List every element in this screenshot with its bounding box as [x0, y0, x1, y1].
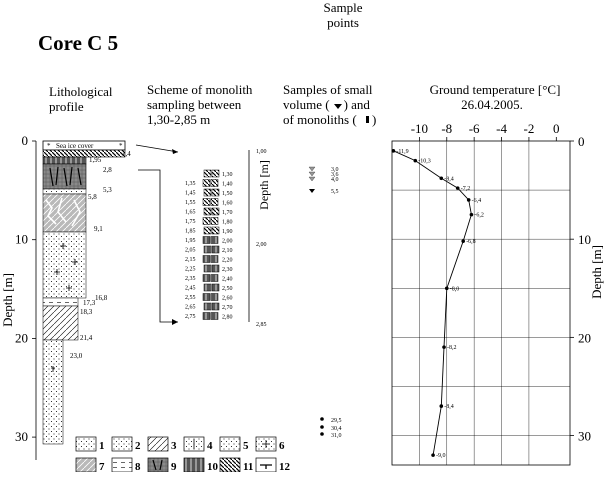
monolith-header-3: 1,30-2,85 m: [147, 112, 211, 127]
sample-points-label-1: Sample: [323, 0, 363, 15]
legend-swatch: [112, 437, 132, 451]
chart-x-tick-label: -8: [441, 121, 453, 136]
monolith-box: [203, 180, 210, 187]
monolith-right-label: 1,90: [222, 229, 233, 235]
litho-depth-ticks: [15, 133, 36, 444]
litho-mark-2: 1,95: [89, 156, 102, 164]
temperature-point-label: -11,9: [396, 148, 409, 155]
chart-y-tick-label: 10: [578, 232, 591, 248]
monolith-box: [211, 199, 218, 206]
monolith-box: [212, 265, 219, 272]
monolith-box: [204, 208, 211, 215]
connector-arrows: [136, 145, 178, 325]
monolith-box: [204, 303, 211, 310]
monolith-right-label: 2,20: [222, 257, 233, 264]
temperature-point-label: -8,4: [444, 404, 454, 411]
sample-marker-deep: [320, 432, 324, 436]
temperature-point: [467, 198, 471, 202]
legend-swatch: [184, 458, 204, 472]
monolith-box: [212, 208, 219, 215]
sea-ice-asterisk-left: *: [47, 142, 51, 150]
chart-subtitle: 26.04.2005.: [461, 97, 523, 112]
legend-items: [76, 437, 291, 472]
monolith-left-labels: [185, 181, 196, 320]
monolith-right-label: 1,50: [222, 191, 233, 197]
litho-mark-4: 5,8: [88, 193, 97, 201]
arrow-top: [136, 145, 178, 152]
monolith-box: [211, 237, 218, 244]
temperature-point-label: -6,8: [466, 239, 476, 246]
monolith-box: [203, 275, 210, 282]
sample-marker-deep: [320, 425, 324, 429]
monolith-box: [204, 189, 211, 196]
monolith-box: [204, 227, 211, 234]
sample-marker: [309, 172, 315, 176]
temperature-point-label: -9,0: [436, 453, 446, 460]
legend-label: 4: [207, 440, 213, 452]
monolith-sample-icon: [366, 116, 369, 123]
legend-swatch: [76, 458, 96, 472]
monolith-left-label: 1,95: [185, 238, 196, 244]
sample-label: 4,0: [331, 177, 339, 183]
monolith-left-label: 2,35: [185, 276, 196, 282]
monolith-tick-3: 2,85: [256, 322, 267, 328]
litho-header-2: profile: [49, 99, 84, 114]
temperature-series-line: [393, 148, 471, 455]
legend-label: 1: [99, 440, 105, 452]
legend-label: 7: [99, 461, 105, 472]
temperature-point-label: -6,4: [471, 197, 482, 204]
monolith-box: [203, 256, 210, 263]
legend-label: 2: [135, 440, 141, 452]
monolith-left-label: 2,55: [185, 295, 196, 301]
sample-label: 5,5: [331, 189, 339, 195]
monolith-box: [204, 170, 211, 177]
monolith-box: [212, 246, 219, 253]
legend-swatch: [220, 458, 240, 472]
monolith-box: [203, 237, 210, 244]
legend-label: 9: [171, 461, 177, 472]
sample-label-deep: 31,0: [331, 433, 342, 439]
monolith-box: [203, 294, 210, 301]
monolith-left-label: 1,45: [185, 190, 196, 197]
legend-label: 8: [135, 461, 141, 472]
sample-marker: [309, 167, 315, 171]
monolith-right-label: 1,40: [222, 181, 233, 188]
samples-header-2b: ) and: [343, 97, 370, 112]
monolith-box: [203, 199, 210, 206]
monolith-right-label: 1,80: [222, 219, 233, 226]
chart-grid: [392, 141, 570, 465]
temperature-point-label: -6,2: [474, 212, 484, 219]
legend-label: 3: [171, 440, 177, 452]
monolith-right-label: 2,70: [222, 305, 233, 311]
litho-mark-9: 18,3: [80, 308, 93, 316]
sample-label: 3,0: [331, 167, 339, 173]
sample-label-deep: 29,5: [331, 418, 342, 424]
layer-dark-silt: [43, 157, 86, 164]
monolith-right-labels: [222, 172, 233, 321]
monolith-box: [212, 284, 219, 291]
temperature-point: [442, 345, 446, 349]
monolith-box: [204, 265, 211, 272]
chart-x-tick-label: -4: [496, 121, 507, 136]
temperature-point: [445, 286, 449, 290]
litho-mark-3: 2,8: [103, 166, 112, 174]
litho-mark-11: 23,0: [70, 352, 83, 360]
temperature-point: [439, 404, 443, 408]
litho-mark-5: 5,3: [103, 186, 112, 194]
samples-header-1: Samples of small: [283, 82, 373, 97]
sample-label: 3,6: [331, 172, 339, 178]
monolith-left-label: 1,35: [185, 181, 196, 187]
legend-swatch: [220, 437, 240, 451]
layer-sand-3: [43, 340, 63, 444]
samples-header-3: of monoliths (: [283, 112, 357, 127]
temperature-point: [431, 453, 435, 457]
layer-clay: [43, 306, 78, 340]
monolith-box: [211, 313, 218, 320]
monolith-box: [212, 227, 219, 234]
monolith-left-label: 1,75: [185, 219, 196, 225]
temperature-point: [392, 149, 396, 153]
monolith-box: [212, 303, 219, 310]
legend: [76, 437, 291, 472]
samples-lower: [320, 417, 341, 439]
legend-label: 5: [243, 440, 249, 452]
samples-upper: [309, 167, 339, 195]
litho-mark-7: 16,8: [95, 294, 108, 302]
chart-y-tick-label: 20: [578, 330, 591, 346]
monolith-box: [211, 294, 218, 301]
monolith-close-paren: ): [372, 112, 377, 127]
sample-marker-deep: [320, 417, 324, 421]
monolith-right-label: 2,50: [222, 286, 233, 292]
litho-mark-8: 17,3: [83, 299, 96, 307]
sample-marker: [309, 177, 315, 181]
chart-frame: [392, 141, 570, 465]
chart-title: Ground temperature [°C]: [429, 82, 561, 97]
litho-tick-label: 20: [15, 330, 28, 346]
monolith-left-label: 1,55: [185, 200, 196, 206]
monolith-right-label: 1,70: [222, 210, 233, 216]
arrow-bottom-head: [172, 319, 178, 325]
chart-x-tick-label: -10: [410, 121, 429, 136]
temperature-point: [456, 186, 460, 190]
chart-x-tick-label: -6: [468, 121, 480, 136]
monolith-header-2: sampling between: [147, 97, 242, 112]
monolith-left-label: 2,65: [185, 304, 196, 311]
legend-swatch: [148, 437, 168, 451]
monolith-right-label: 2,60: [222, 295, 233, 302]
monolith-box: [212, 170, 219, 177]
legend-swatch: [112, 458, 132, 472]
legend-swatch: [76, 437, 96, 451]
legend-label: 11: [243, 461, 254, 472]
sample-points-label-2: points: [327, 15, 359, 30]
temperature-points: [392, 149, 484, 459]
monolith-depth-label: Depth [m]: [257, 160, 271, 210]
sea-ice-label: Sea ice cover: [56, 142, 94, 150]
chart-y-tick-label: 30: [578, 428, 591, 444]
temperature-point-label: -8,2: [447, 345, 457, 352]
samples-header-2a: volume (: [283, 97, 330, 112]
temperature-point: [413, 159, 417, 163]
figure-title: Core C 5: [38, 31, 119, 55]
monolith-box: [203, 313, 210, 320]
monolith-header-1: Scheme of monolith: [147, 82, 253, 97]
layer-laminated: [43, 298, 78, 306]
temperature-point-label: -7,2: [460, 186, 471, 193]
layer-sand-1: [43, 189, 86, 194]
chart-x-tick-label: 0: [553, 121, 560, 136]
temperature-point: [470, 213, 474, 217]
monolith-left-label: 2,75: [185, 314, 196, 320]
temperature-point-label: -10,3: [418, 158, 431, 165]
litho-depth-axis-label: Depth [m]: [0, 273, 15, 327]
small-volume-sample-icon: [334, 104, 342, 109]
chart-x-ticks: [411, 121, 560, 141]
layer-sand-2: [43, 232, 86, 298]
litho-tick-label: 30: [15, 429, 28, 445]
sample-marker: [309, 189, 315, 193]
temperature-chart: [392, 82, 604, 465]
chart-y-axis-label: Depth [m]: [589, 245, 604, 299]
monolith-box: [203, 218, 210, 225]
chart-y-ticks: [570, 134, 591, 444]
monolith-box: [211, 218, 218, 225]
monolith-left-label: 2,45: [185, 285, 196, 292]
temperature-point: [461, 239, 465, 243]
arrow-bottom: [138, 170, 178, 322]
monolith-box: [204, 284, 211, 291]
monolith-left-label: 2,05: [185, 247, 196, 254]
monolith-box: [212, 189, 219, 196]
monolith-right-label: 1,30: [222, 172, 233, 178]
chart-y-tick-label: 0: [578, 134, 585, 149]
monolith-right-label: 2,40: [222, 276, 233, 283]
sea-ice-asterisk-right: *: [119, 142, 123, 150]
monolith-right-label: 1,60: [222, 200, 233, 207]
monolith-right-label: 2,30: [222, 267, 233, 273]
monolith-box: [211, 275, 218, 282]
monolith-tick-1: 1,00: [256, 149, 267, 155]
monolith-box: [211, 180, 218, 187]
layer-fine-hatch: [43, 150, 125, 157]
monolith-left-label: 2,25: [185, 266, 196, 273]
samples-column: [309, 167, 342, 439]
litho-tick-label: 0: [21, 133, 28, 148]
legend-label: 12: [279, 461, 290, 472]
litho-tick-label: 10: [15, 231, 28, 247]
monolith-box: [211, 256, 218, 263]
monolith-left-label: 1,65: [185, 209, 196, 216]
litho-mark-1: 1,4: [122, 150, 131, 158]
monolith-right-label: 2,80: [222, 314, 233, 321]
monolith-boxes: [203, 170, 219, 320]
litho-mark-10: 21,4: [80, 334, 93, 342]
sample-label-deep: 30,4: [331, 426, 342, 432]
samples-header-2: [283, 97, 370, 112]
temperature-point-label: -8,0: [449, 286, 460, 293]
legend-label: 6: [279, 440, 285, 452]
legend-swatch: [148, 458, 168, 472]
monolith-tick-2: 2,00: [256, 242, 267, 248]
lithological-profile: [0, 133, 131, 460]
monolith-right-label: 2,00: [222, 238, 233, 245]
monolith-scheme: [185, 149, 271, 328]
legend-label: 10: [207, 461, 218, 472]
temperature-point-label: -8,4: [444, 176, 454, 183]
monolith-right-label: 2,10: [222, 248, 233, 254]
litho-header-1: Lithological: [49, 84, 113, 99]
chart-x-tick-label: -2: [523, 121, 535, 136]
litho-mark-6: 9,1: [94, 225, 103, 233]
monolith-box: [204, 246, 211, 253]
monolith-left-label: 2,15: [185, 257, 196, 263]
temperature-point: [439, 177, 443, 181]
monolith-left-label: 1,85: [185, 228, 196, 235]
